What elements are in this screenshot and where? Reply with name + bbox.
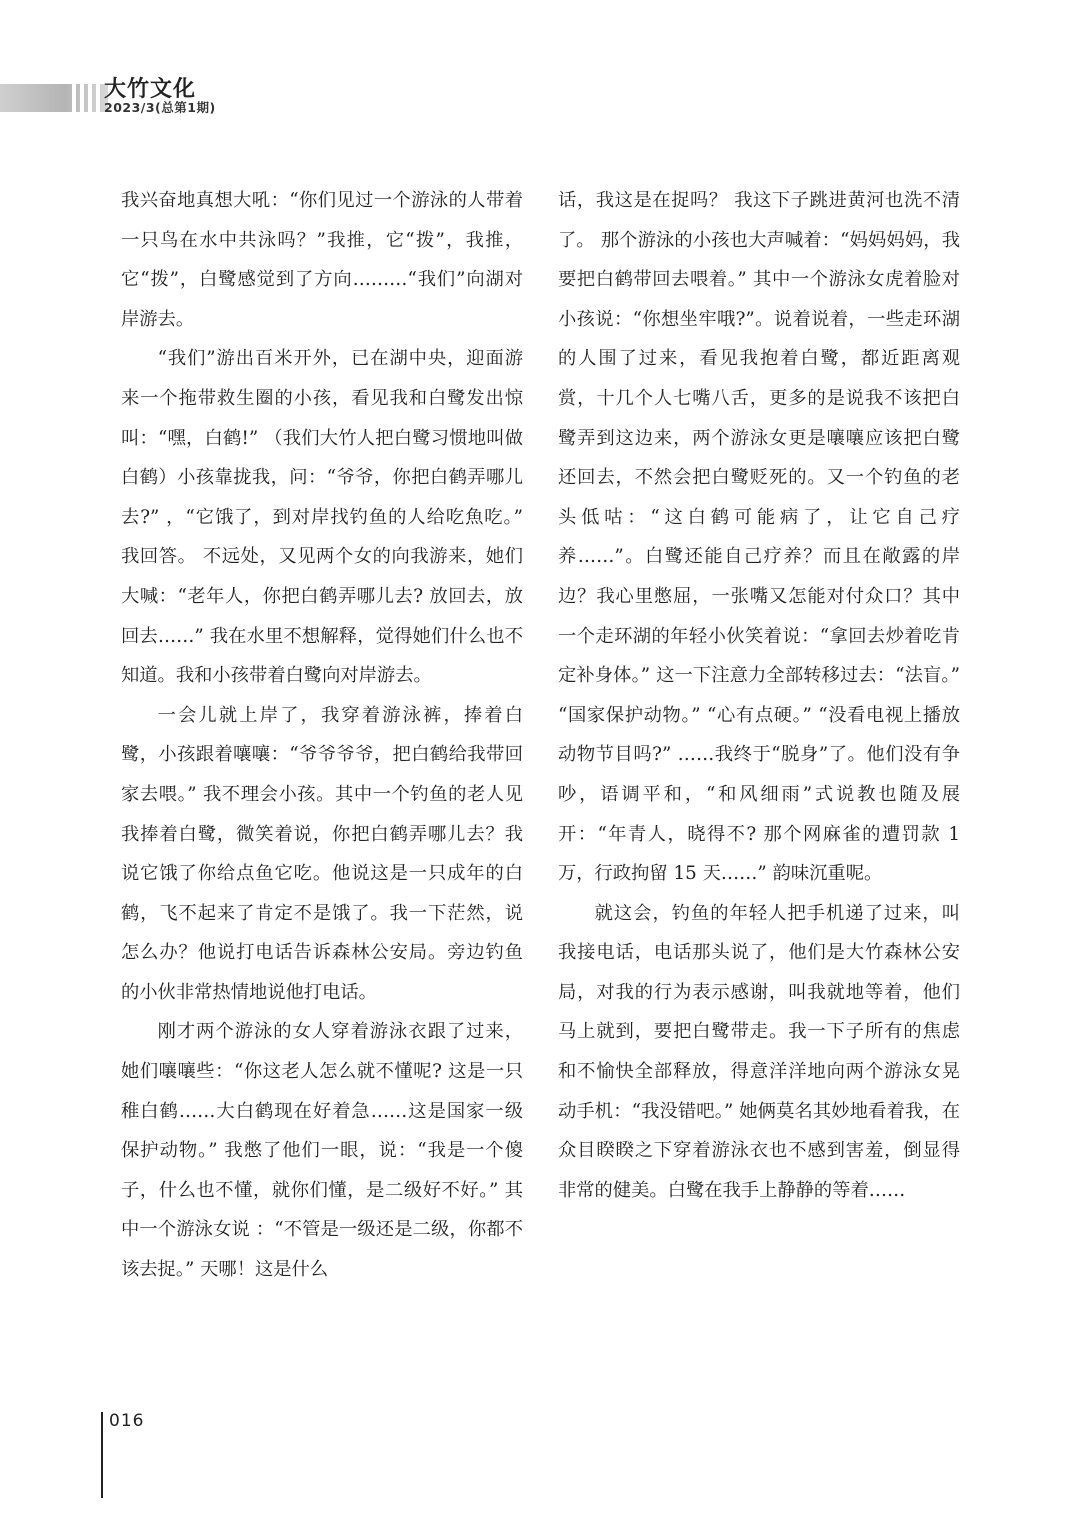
page-number-rule <box>101 1412 103 1498</box>
text-column-left <box>121 181 523 1290</box>
paragraph: “我们”游出百米开外，已在湖中央，迎面游来一个拖带救生圈的小孩，看见我和白鹭发出惊叫：“嘿，白鹤!” （我们大竹人把白鹭习惯地叫做白鹤）小孩靠拢我，问：“爷爷，你把白鹤弄哪儿去?” ，“它饿了，到对岸找钓鱼的人给吃魚吃。” 我回答。 不远处，又见两个女的向我游来，她们大喊：“老年人，你把白鹤弄哪儿去? 放回去，放回去……” 我在水里不想解释，觉得她们什么也不知道。我和小孩带着白鹭向对岸游去。 <box>121 348 523 687</box>
paragraph: 我兴奋地真想大吼：“你们见过一个游泳的人带着一只鸟在水中共泳吗？”我推，它“拨”，我推，它“拨”，白鹭感觉到了方向………“我们”向湖对岸游去。 <box>121 190 523 330</box>
text-column-right <box>558 181 960 1210</box>
issue-label: 2023/3(总第1期) <box>104 100 216 115</box>
paragraph: 就这会，钓鱼的年轻人把手机递了过来，叫我接电话，电话那头说了，他们是大竹森林公安局，对我的行为表示感谢，叫我就地等着，他们马上就到，要把白鹭带走。我一下子所有的焦虑和不愉快全部释放，得意洋洋地向两个游泳女晃动手机：“我没错吧。” 她俩莫名其妙地看着我，在众目睽睽之下穿着游泳衣也不感到害羞，倒显得非常的健美。白鹭在我手上静静的等着…… <box>558 902 960 1201</box>
paragraph: 话，我这是在捉吗？ 我这下子跳进黄河也洗不清了。 那个游泳的小孩也大声喊着：“妈妈妈妈，我要把白鹤带回去喂着。” 其中一个游泳女虎着脸对小孩说：“你想坐牢哦?”。说着说着，一些走环湖的人围了过来，看见我抱着白鹭，都近距离观赏，十几个人七嘴八舌，更多的是说我不该把白鹭弄到这边来，两个游泳女更是嚷嚷应该把白鹭还回去，不然会把白鹭贬死的。又一个钓鱼的老头低咕：“这白鹤可能病了，让它自己疗养……”。白鹭还能自己疗养？而且在敞露的岸边？我心里憋屈，一张嘴又怎能对付众口？其中一个走环湖的年轻小伙笑着说：“拿回去炒着吃肯定补身体。” 这一下注意力全部转移过去：“法盲。” “国家保护动物。” “心有点硬。” “没看电视上播放动物节目吗?” ……我终于“脱身”了。他们没有争吵，语调平和，“和风细雨”式说教也随及展开：“年青人，晓得不? 那个网麻雀的遭罚款 1 万，行政拘留 15 天……” 韵味沉重呢。 <box>558 190 960 885</box>
paragraph: 一会儿就上岸了，我穿着游泳裤，捧着白鹭，小孩跟着嚷嚷：“爷爷爷爷，把白鹤给我带回家去喂。” 我不理会小孩。其中一个钓鱼的老人见我捧着白鹭，微笑着说，你把白鹤弄哪儿去？我说它饿了你给点鱼它吃。他说这是一只成年的白鹤，飞不起来了肯定不是饿了。我一下茫然，说怎么办？他说打电话告诉森林公安局。旁边钓鱼的小伙非常热情地说他打电话。 <box>121 704 523 1003</box>
header-decor-bar <box>0 84 108 112</box>
magazine-title: 大竹文化 <box>104 77 197 102</box>
page-number: 016 <box>109 1411 145 1431</box>
magazine-header <box>0 70 260 120</box>
paragraph: 刚才两个游泳的女人穿着游泳衣跟了过来，她们嚷嚷些：“你这老人怎么就不懂呢? 这是一只稚白鹤……大白鹤现在好着急……这是国家一级保护动物。” 我憋了他们一眼，说：“我是一个傻子，什么也不懂，就你们懂，是二级好不好。” 其中一个游泳女说 ：“不管是一级还是二级，你都不该去捉。” 天哪！这是什么 <box>121 1021 523 1281</box>
